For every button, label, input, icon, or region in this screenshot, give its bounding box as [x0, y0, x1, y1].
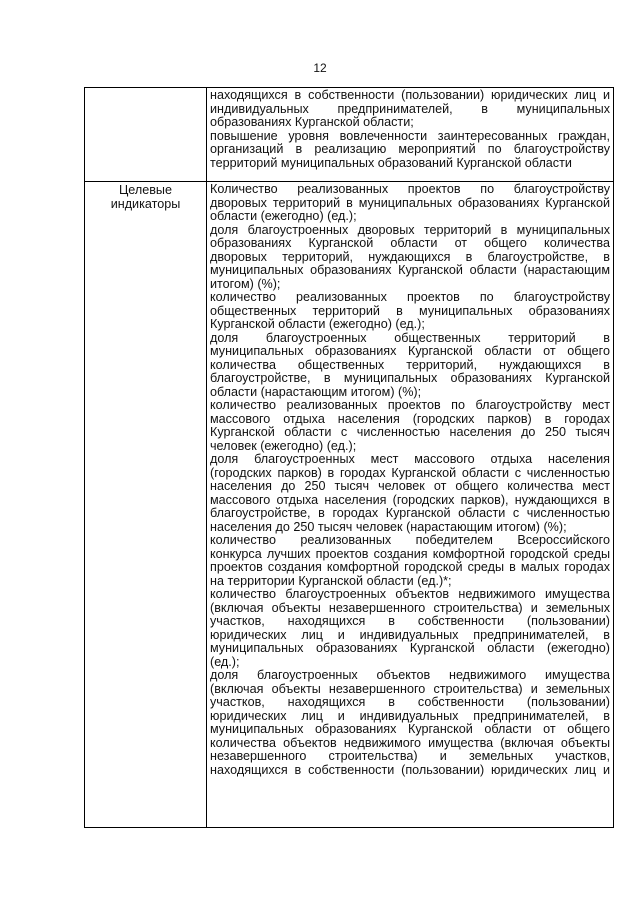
text-line: повышение уровня вовлеченности заинтересованных граждан,: [210, 129, 610, 143]
text-line: на территории Курганской области (ед.)*;: [210, 574, 452, 588]
text-line: количество реализованных проектов по благоустройству мест: [210, 399, 610, 412]
text-line: участков, находящихся в собственности (пользовании): [210, 615, 610, 628]
text-line: муниципальных образованиях Курганской области от общего: [210, 723, 610, 736]
text-line: индивидуальных предпринимателей, в муниципальных: [210, 102, 610, 116]
text-line: дворовых территорий в муниципальных образованиях Курганской: [210, 196, 610, 210]
text-line: доля благоустроенных общественных территорий в: [210, 331, 610, 345]
text-line: Курганской области (ежегодно) (ед.);: [210, 318, 425, 331]
text-line: доля благоустроенных объектов недвижимого имущества: [210, 669, 610, 682]
row-content-cell: [207, 88, 614, 182]
text-line: доля благоустроенных дворовых территорий в муниципальных: [210, 223, 610, 237]
text-line: (включая объекты незавершенного строительства) и земельных: [210, 601, 610, 615]
text-line: конкурса лучших проектов создания комфортной городской среды: [210, 547, 610, 561]
text-line: организаций в реализацию мероприятий по благоустройству: [210, 143, 610, 156]
text-line: проектов создания комфортной городской среды в малых городах: [210, 561, 610, 574]
row-label-line: Целевые: [118, 183, 172, 197]
text-line: (городских парков) в городах Курганской области с численностью: [210, 466, 610, 480]
text-line: незавершенного строительства) и земельных участков,: [210, 750, 610, 763]
text-line: (ед.);: [210, 655, 240, 669]
text-line: дворовых территорий, нуждающихся в благоустройстве, в: [210, 250, 610, 264]
text-line: количество реализованных проектов по благоустройству: [210, 291, 610, 304]
text-line: массового отдыха населения (городских парков) в городах: [210, 412, 610, 426]
text-line: находящихся в собственности (пользовании) юридических лиц и: [210, 89, 610, 102]
text-line: области (ежегодно) (ед.);: [210, 210, 357, 223]
text-line: количества объектов недвижимого имущества (включая объекты: [210, 736, 610, 750]
text-line: юридических лиц и индивидуальных предпринимателей, в: [210, 709, 610, 723]
row-label-line: индикаторы: [110, 196, 181, 211]
text-line: муниципальных образованиях Курганской области (ежегодно): [210, 642, 610, 655]
text-line: Курганской области с численностью населения до 250 тысяч: [210, 426, 610, 439]
table-row: [85, 88, 614, 182]
text-line: территорий муниципальных образований Курганской области: [210, 156, 572, 170]
row-content-lines: [210, 183, 610, 777]
text-line: находящихся в собственности (пользовании) юридических лиц и: [210, 763, 610, 777]
text-line: человек (ежегодно) (ед.);: [210, 439, 357, 453]
text-line: Количество реализованных проектов по благоустройству: [210, 183, 610, 196]
page-number: 12: [313, 61, 327, 75]
passport-table: [84, 87, 614, 828]
text-line: количество благоустроенных объектов недвижимого имущества: [210, 588, 610, 601]
row-content-lines: [210, 89, 610, 170]
text-line: итогом) (%);: [210, 277, 281, 291]
text-line: массового отдыха населения (городских парков), нуждающихся в: [210, 493, 610, 507]
table-row: [85, 182, 614, 828]
text-line: муниципальных образованиях Курганской области (нарастающим: [210, 264, 610, 277]
row-content-cell: [207, 182, 614, 828]
text-line: (включая объекты незавершенного строительства) и земельных: [210, 682, 610, 696]
text-line: количества общественных территорий, нуждающихся в: [210, 358, 610, 372]
text-line: участков, находящихся в собственности (пользовании): [210, 696, 610, 709]
text-line: юридических лиц и индивидуальных предпринимателей, в: [210, 628, 610, 642]
text-line: благоустройстве, в муниципальных образованиях Курганской: [210, 372, 610, 385]
text-line: области (нарастающим итогом) (%);: [210, 385, 422, 399]
text-line: муниципальных образованиях Курганской области от общего: [210, 345, 610, 358]
text-line: населения до 250 тысяч человек (нарастающим итогом) (%);: [210, 520, 567, 534]
row-label-cell: [85, 88, 207, 182]
text-line: населения до 250 тысяч человек от общего количества мест: [210, 480, 610, 493]
text-line: образованиях Курганской области;: [210, 116, 414, 129]
text-line: благоустройстве, в городах Курганской области с численностью: [210, 507, 610, 520]
text-line: образованиях Курганской области от общего количества: [210, 237, 610, 250]
text-line: общественных территорий в муниципальных образованиях: [210, 304, 610, 318]
text-line: количество реализованных победителем Всероссийского: [210, 534, 610, 547]
row-label-cell: [85, 182, 207, 828]
text-line: доля благоустроенных мест массового отдыха населения: [210, 453, 610, 466]
